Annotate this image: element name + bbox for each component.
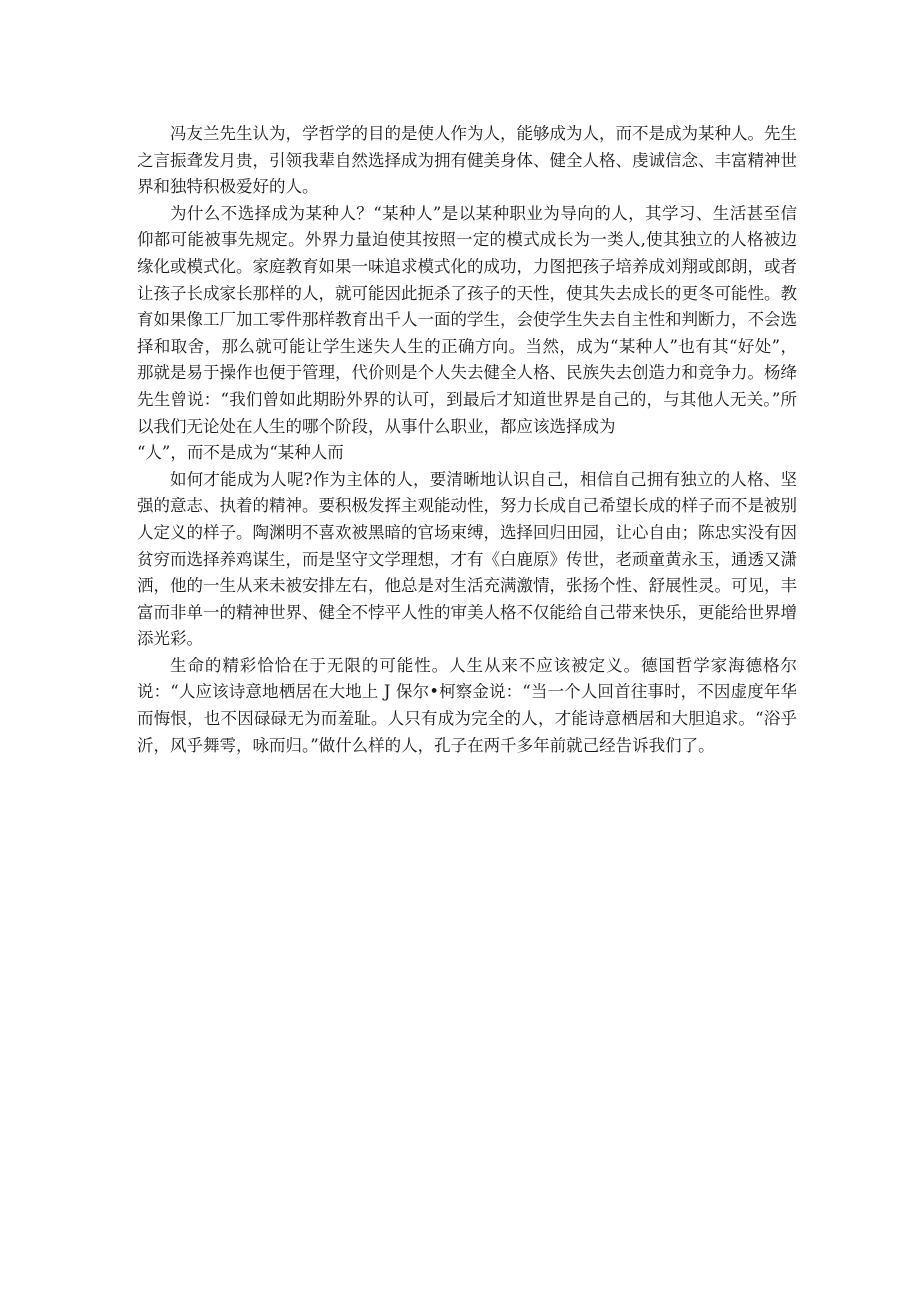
paragraph-3: “人”，而不是成为“某种人而 <box>137 443 344 463</box>
paragraph-4: 如何才能成为人呢?作为主体的人，要清晰地认识自己，相信自己拥有独立的人格、坚强的意志、执着的精神。要积极发挥主观能动性，努力长成自己希望长成的样子而不是被别人定义的样子。陶渊明不喜欢被黑暗的官场束缚，选择回归田园，让心自由；陈忠实没有因贫穷而选择养鸡谋生，而是坚守文学理想，才有《白鹿原》传世，老顽童黄永玉，通透又潇洒，他的一生从来未被安排左右，他总是对生活充满激情，张扬个性、舒展性灵。可见，丰富而非单一的精神世界、健全不悖平人性的审美人格不仅能给自己带来快乐，更能给世界增添光彩。 <box>137 469 797 649</box>
paragraph-5: 生命的精彩恰恰在于无限的可能性。人生从来不应该被定义。德国哲学家海德格尔说：“人应该诗意地栖居在大地上 J 保尔•柯察金说：“当一个人回首往事时，不因虚度年华而悔恨，也不因碌碌无为而羞耻。人只有成为完全的人，才能诗意栖居和大胆追求。“浴乎沂，风乎舞雩，咏而归。”做什么样的人，孔子在两千多年前就己经告诉我们了。 <box>137 655 797 755</box>
paragraph-1: 冯友兰先生认为，学哲学的目的是使人作为人，能够成为人，而不是成为某种人。先生之言振聋发月贵，引领我辈自然选择成为拥有健美身体、健全人格、虔诚信念、丰富精神世界和独特积极爱好的人。 <box>137 124 797 197</box>
document-body <box>137 121 797 759</box>
paragraph-2: 为什么不选择成为某种人？“某种人”是以某种职业为导向的人，其学习、生活甚至信仰都可能被事先规定。外界力量迫使其按照一定的模式成长为一类人,使其独立的人格被边缘化或模式化。家庭教育如果一味追求模式化的成功，力图把孩子培养成刘翔或郎朗，或者让孩子长成家长那样的人，就可能因此扼杀了孩子的天性，使其失去成长的更冬可能性。教育如果像工厂加工零件那样教育出千人一面的学生，会使学生失去自主性和判断力，不会选择和取舍，那么就可能让学生迷失人生的正确方向。当然，成为“某种人”也有其“好处”，那就是易于操作也便于管理，代价则是个人失去健全人格、民族失去创造力和竞争力。杨绛先生曾说：“我们曾如此期盼外界的认可，到最后才知道世界是自己的，与其他人无关。”所以我们无论处在人生的哪个阶段，从事什么职业，都应该选择成为 <box>137 203 797 436</box>
